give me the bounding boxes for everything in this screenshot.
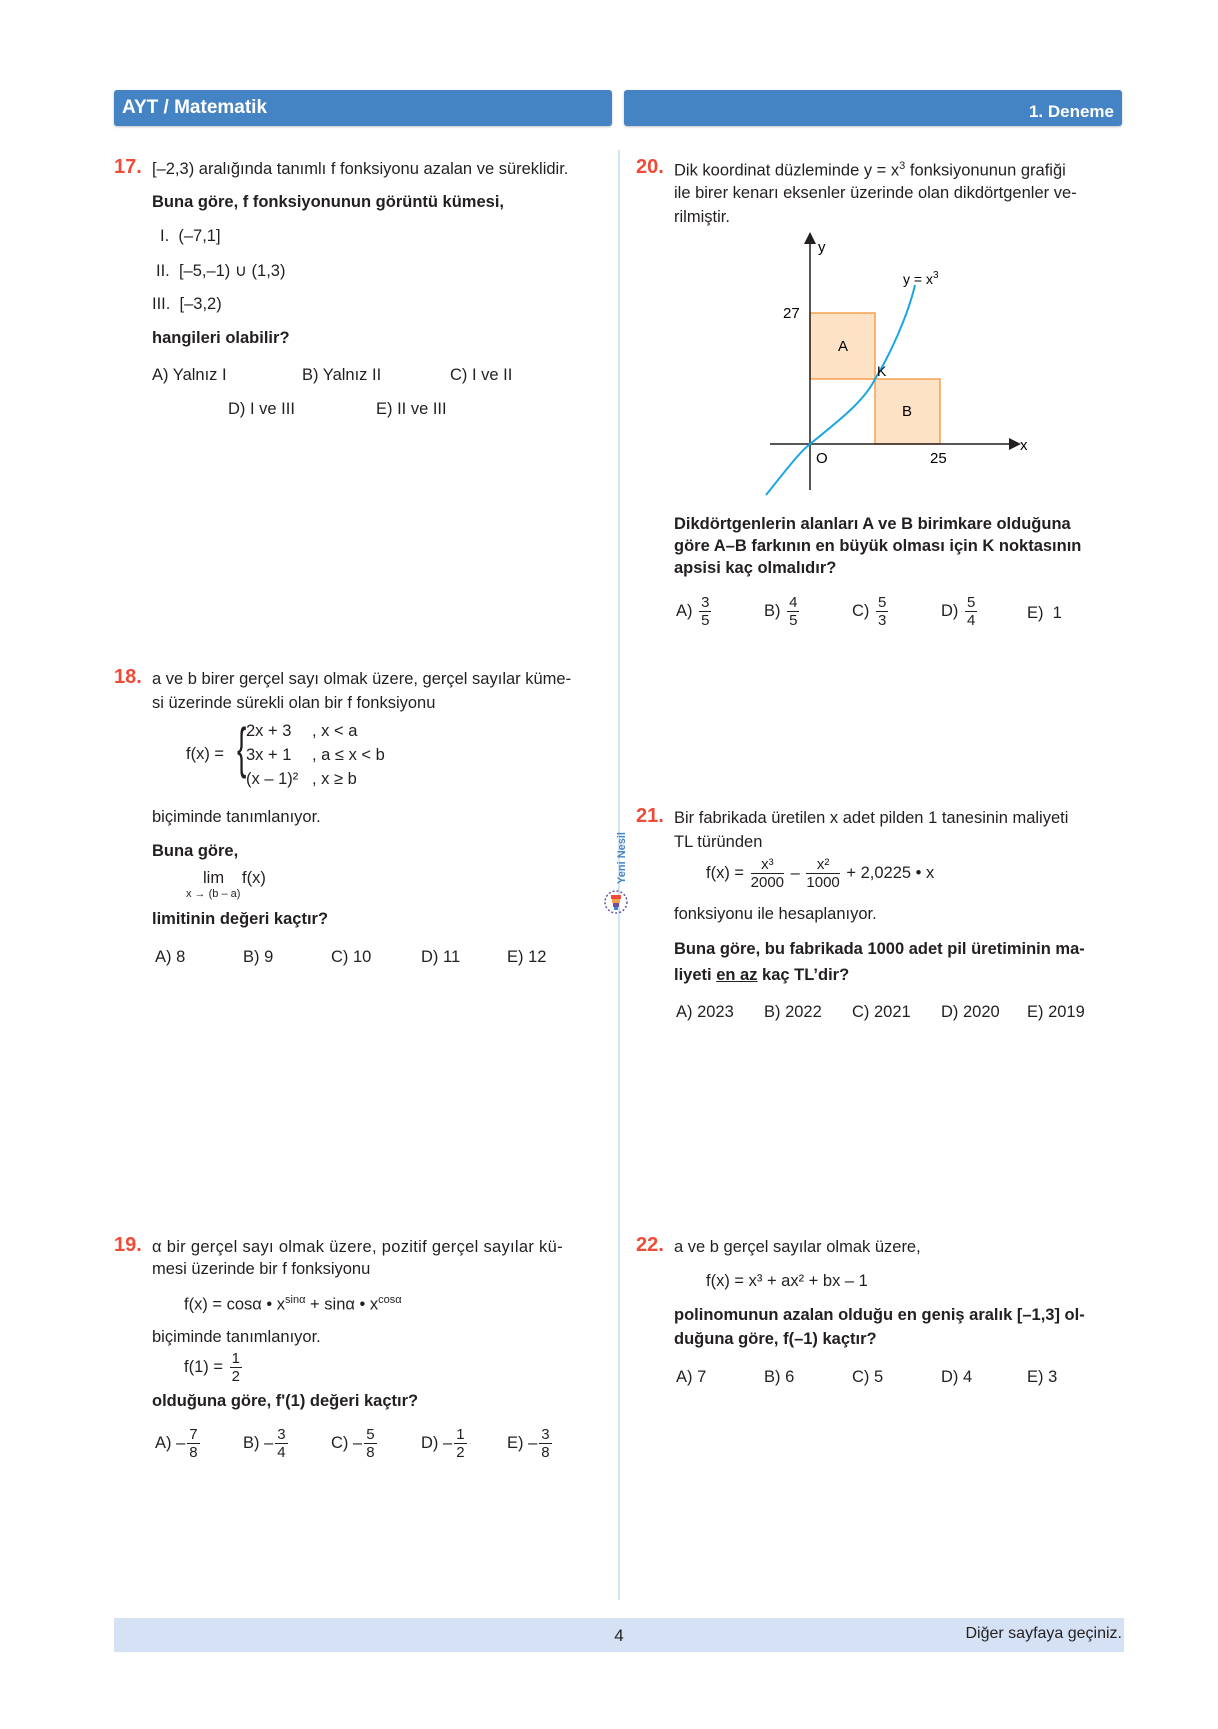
- question-text: fonksiyonu ile hesaplanıyor.: [674, 905, 877, 923]
- option-c[interactable]: C) 2021: [852, 1003, 911, 1021]
- option-b[interactable]: B) 6: [764, 1368, 795, 1386]
- option-a[interactable]: A) – $\frac{7}{8}$: [155, 1426, 198, 1461]
- header-exam: 1. Deneme: [624, 90, 1122, 126]
- point-k-label: K: [877, 363, 887, 379]
- option-d[interactable]: D) 4: [941, 1368, 973, 1386]
- question-text: hangileri olabilir?: [152, 329, 290, 347]
- option-e[interactable]: E) 2019: [1027, 1003, 1085, 1021]
- option-d[interactable]: D) $\frac{5}{4}$: [941, 594, 976, 629]
- y-axis-label: y: [818, 239, 826, 256]
- question-stem: mesi üzerinde bir f fonksiyonu: [152, 1260, 371, 1278]
- page-footer: [114, 1618, 1124, 1652]
- question-text: Dikdörtgenlerin alanları A ve B birimkare olduğuna: [674, 515, 1071, 533]
- option-e[interactable]: E) 1: [1027, 604, 1062, 622]
- question-stem: Bir fabrikada üretilen x adet pilden 1 tanesinin maliyeti: [674, 809, 1069, 827]
- question-text: biçiminde tanımlanıyor.: [152, 808, 321, 826]
- option-b[interactable]: B) 9: [243, 948, 274, 966]
- option-d[interactable]: D) I ve III: [228, 400, 295, 418]
- question-number: 17.: [114, 156, 142, 178]
- option-a[interactable]: A) 7: [676, 1368, 707, 1386]
- question-stem: a ve b gerçel sayılar olmak üzere,: [674, 1238, 921, 1256]
- case-expression: 2x + 3: [246, 722, 292, 740]
- question-text: biçiminde tanımlanıyor.: [152, 1328, 321, 1346]
- rect-b-label: B: [902, 403, 913, 420]
- limit-function: f(x): [242, 869, 266, 887]
- case-condition: , x < a: [312, 722, 358, 740]
- option-e[interactable]: E) II ve III: [376, 400, 447, 418]
- question-text: göre A–B farkının en büyük olması için K noktasının: [674, 537, 1082, 555]
- option-a[interactable]: A) $\frac{3}{5}$: [676, 594, 710, 629]
- question-number: 19.: [114, 1234, 142, 1256]
- question-stem: a ve b birer gerçel sayı olmak üzere, gerçel sayılar küme-: [152, 670, 572, 688]
- option-e[interactable]: E) 3: [1027, 1368, 1058, 1386]
- given-value: f(1) = $\frac{1}{2}$: [184, 1350, 240, 1385]
- case-condition: , a ≤ x < b: [312, 746, 385, 764]
- next-page-note: Diğer sayfaya geçiniz.: [965, 1625, 1122, 1642]
- question-number: 18.: [114, 666, 142, 688]
- question-text: limitinin değeri kaçtır?: [152, 910, 329, 928]
- option-e[interactable]: E) – $\frac{3}{8}$: [507, 1426, 550, 1461]
- x-tick-label: 25: [930, 450, 947, 467]
- option-c[interactable]: C) – $\frac{5}{8}$: [331, 1426, 375, 1461]
- question-number: 20.: [636, 156, 664, 178]
- question-stem: si üzerinde sürekli olan bir f fonksiyonu: [152, 694, 436, 712]
- brace-icon: {: [237, 716, 247, 779]
- question-text: apsisi kaç olmalıdır?: [674, 559, 837, 577]
- question-text: Buna göre, bu fabrikada 1000 adet pil üretiminin ma-: [674, 940, 1085, 958]
- question-prompt: Buna göre, f fonksiyonunun görüntü kümesi,: [152, 193, 505, 211]
- case-condition: , x ≥ b: [312, 770, 357, 788]
- limit-subscript: x → (b – a): [186, 888, 241, 900]
- option-d[interactable]: D) 11: [421, 948, 461, 966]
- option-c[interactable]: C) 10: [331, 948, 372, 966]
- question-text: olduğuna göre, f'(1) değeri kaçtır?: [152, 1392, 419, 1410]
- function-label: f(x) =: [186, 745, 225, 763]
- graph-figure: [690, 230, 1050, 500]
- question-stem: [–2,3) aralığında tanımlı f fonksiyonu azalan ve süreklidir.: [152, 160, 569, 178]
- curve-label: $y = x^3$: [903, 270, 939, 287]
- roman-item: I. (–7,1]: [160, 227, 221, 245]
- y-tick-label: 27: [783, 305, 800, 322]
- question-stem: rilmiştir.: [674, 208, 730, 226]
- case-expression: (x – 1)²: [246, 770, 299, 788]
- x-axis-label: x: [1020, 437, 1028, 454]
- option-c[interactable]: C) I ve II: [450, 366, 513, 384]
- question-text: polinomunun azalan olduğu en geniş aralık [–1,3] ol-: [674, 1306, 1085, 1324]
- question-stem: α bir gerçel sayı olmak üzere, pozitif gerçel sayılar kü-: [152, 1238, 563, 1256]
- option-c[interactable]: C) $\frac{5}{3}$: [852, 594, 887, 629]
- question-stem: TL türünden: [674, 833, 763, 851]
- option-e[interactable]: E) 12: [507, 948, 547, 966]
- cost-function: f(x) = $\frac{\text{x³}}{2000}$ – $\frac{\text{x²}}{1000}$ + 2,0225 • x: [706, 856, 935, 891]
- question-stem: ile birer kenarı eksenler üzerinde olan dikdörtgenler ve-: [674, 184, 1077, 202]
- question-text: liyeti en az kaç TL’dir?: [674, 966, 850, 984]
- option-b[interactable]: B) $\frac{4}{5}$: [764, 594, 798, 629]
- roman-item: II. [–5,–1) ∪ (1,3): [156, 262, 286, 280]
- option-a[interactable]: A) 8: [155, 948, 186, 966]
- page-number: 4: [614, 1626, 624, 1645]
- option-c[interactable]: C) 5: [852, 1368, 884, 1386]
- option-b[interactable]: B) 2022: [764, 1003, 822, 1021]
- option-b[interactable]: B) Yalnız II: [302, 366, 382, 384]
- roman-item: III. [–3,2): [152, 295, 222, 313]
- question-stem: Dik koordinat düzleminde $y = x^3$ fonksiyonunun grafiği: [674, 160, 1066, 180]
- case-expression: 3x + 1: [246, 746, 292, 764]
- option-d[interactable]: D) – $\frac{1}{2}$: [421, 1426, 465, 1461]
- polynomial-formula: f(x) = x³ + ax² + bx – 1: [706, 1272, 868, 1290]
- origin-label: O: [816, 450, 828, 467]
- yeni-nesil-label: Yeni Nesil: [616, 832, 628, 884]
- option-a[interactable]: A) Yalnız I: [152, 366, 227, 384]
- option-a[interactable]: A) 2023: [676, 1003, 734, 1021]
- question-text: duğuna göre, f(–1) kaçtır?: [674, 1330, 877, 1348]
- option-b[interactable]: B) – $\frac{3}{4}$: [243, 1426, 286, 1461]
- function-formula: f(x) = cosα • $x^{sin\alpha} + \sin\alpha$ • $x^{cos\alpha}$: [184, 1294, 402, 1314]
- question-number: 22.: [636, 1234, 664, 1256]
- question-number: 21.: [636, 805, 664, 827]
- rect-a-label: A: [838, 338, 849, 355]
- question-prompt: Buna göre,: [152, 842, 239, 860]
- limit-label: lim: [203, 869, 225, 887]
- option-d[interactable]: D) 2020: [941, 1003, 1000, 1021]
- header-subject: AYT / Matematik: [114, 90, 612, 126]
